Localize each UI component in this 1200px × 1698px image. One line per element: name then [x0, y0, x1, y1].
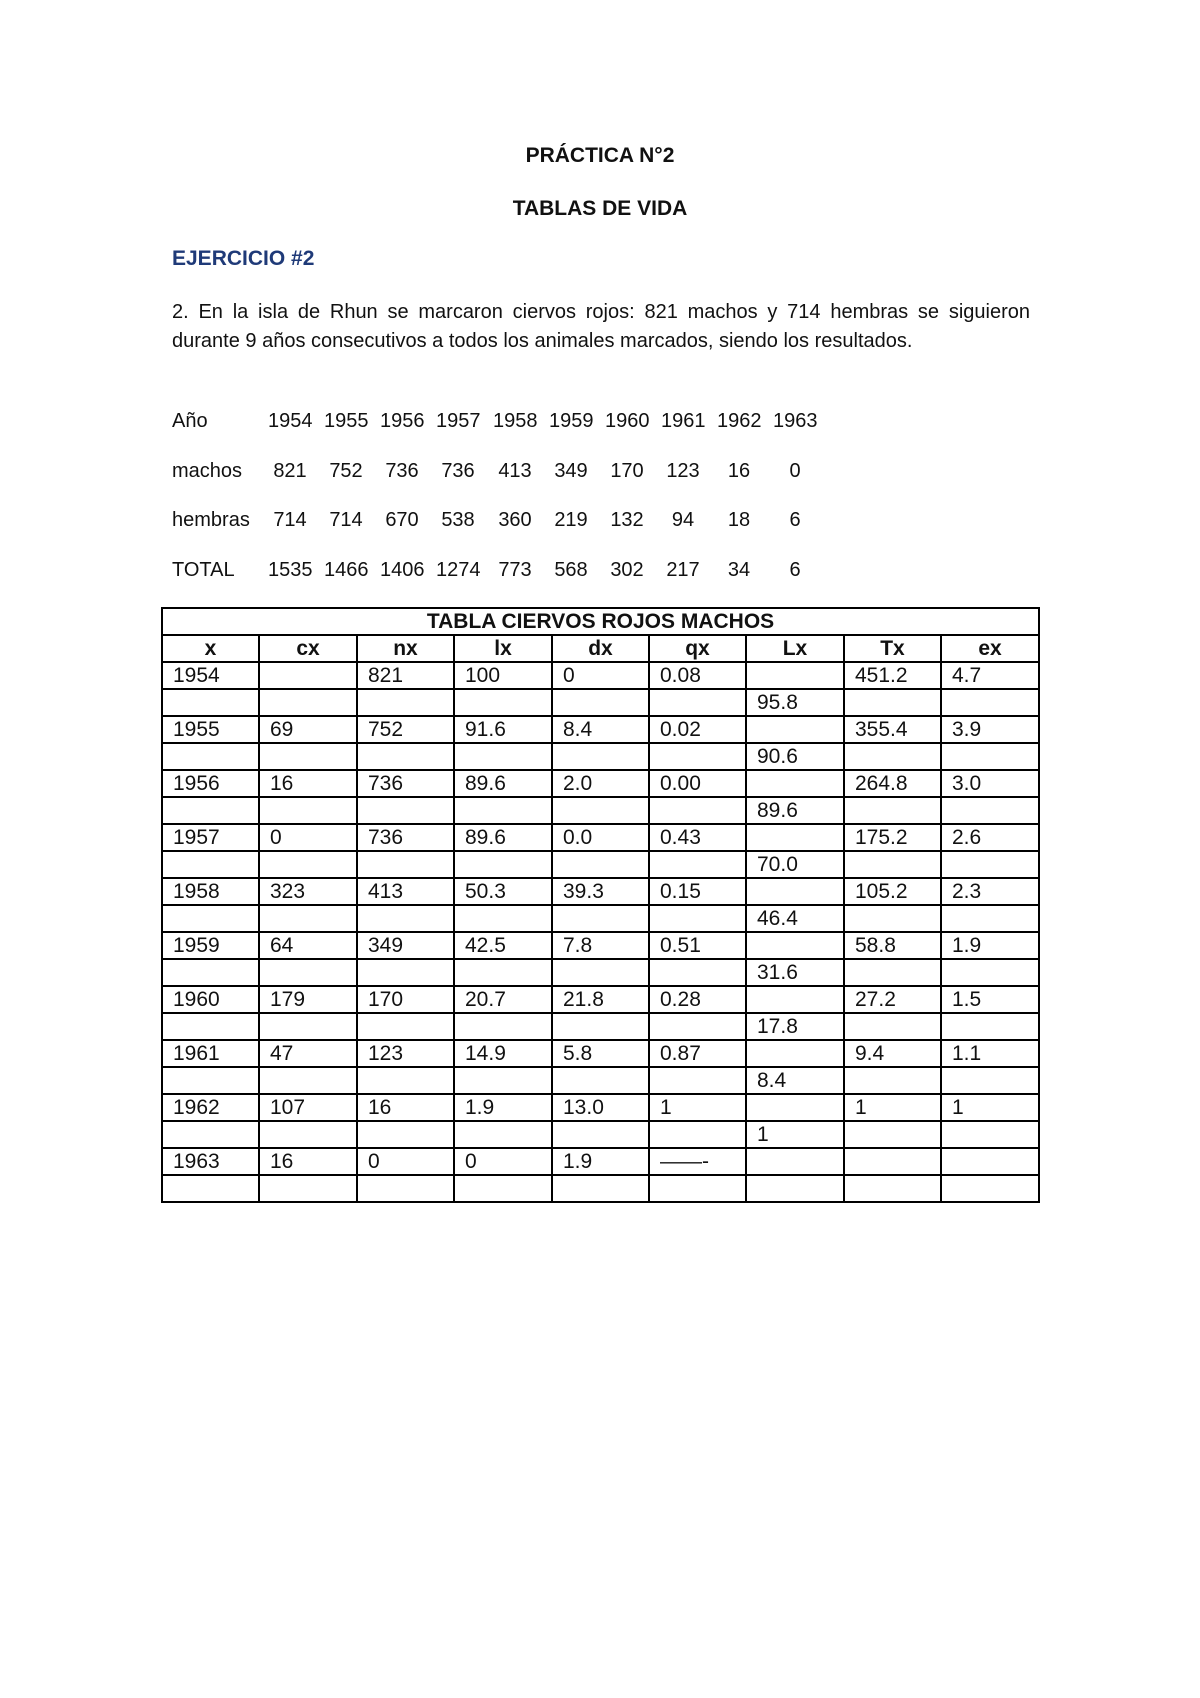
table-cell: 0 [259, 824, 357, 851]
table-row [162, 662, 1039, 689]
table-cell [454, 1013, 552, 1040]
table-cell: 0 [357, 1148, 454, 1175]
column-header-x: x [162, 635, 259, 662]
table-cell: 413 [357, 878, 454, 905]
table-cell [552, 689, 649, 716]
table-cell: 1 [844, 1094, 941, 1121]
table-cell: 89.6 [746, 797, 844, 824]
table-row [162, 986, 1039, 1013]
table-cell [259, 1013, 357, 1040]
table-cell: 91.6 [454, 716, 552, 743]
exercise-heading: EJERCICIO #2 [172, 247, 315, 270]
data-value: 1466 [324, 559, 369, 581]
table-cell [941, 1121, 1039, 1148]
table-cell: 0.28 [649, 986, 746, 1013]
table-cell: 17.8 [746, 1013, 844, 1040]
table-row [162, 1067, 1039, 1094]
table-cell: 46.4 [746, 905, 844, 932]
table-cell [552, 959, 649, 986]
table-cell [454, 689, 552, 716]
table-cell [746, 1175, 844, 1202]
table-cell [454, 1067, 552, 1094]
table-cell [844, 959, 941, 986]
table-cell: 0.00 [649, 770, 746, 797]
table-cell: 349 [357, 932, 454, 959]
column-header-qx: qx [649, 635, 746, 662]
column-header-cx: cx [259, 635, 357, 662]
table-cell: 89.6 [454, 770, 552, 797]
table-cell [941, 959, 1039, 986]
column-header-tx: Tx [844, 635, 941, 662]
table-cell: 7.8 [552, 932, 649, 959]
table-cell: 175.2 [844, 824, 941, 851]
data-value: 34 [727, 559, 751, 581]
table-row [162, 1013, 1039, 1040]
table-cell [746, 986, 844, 1013]
data-value: 170 [610, 460, 644, 482]
table-cell [162, 797, 259, 824]
table-cell [649, 689, 746, 716]
table-cell: 752 [357, 716, 454, 743]
data-value: 736 [441, 460, 475, 482]
table-cell [259, 689, 357, 716]
table-cell [844, 1067, 941, 1094]
table-cell [844, 797, 941, 824]
data-value: 821 [273, 460, 307, 482]
table-cell [746, 824, 844, 851]
table-cell [454, 959, 552, 986]
table-cell [941, 1148, 1039, 1175]
table-cell: 0 [552, 662, 649, 689]
table-cell: 100 [454, 662, 552, 689]
table-cell [552, 1175, 649, 1202]
table-cell: 0.51 [649, 932, 746, 959]
data-value: 360 [498, 509, 532, 531]
table-cell [746, 662, 844, 689]
table-cell [552, 851, 649, 878]
data-value: 1963 [773, 410, 818, 432]
data-value: 1274 [436, 559, 481, 581]
data-row-label: Año [172, 410, 208, 432]
table-cell: 2.6 [941, 824, 1039, 851]
table-row [162, 1040, 1039, 1067]
table-cell [454, 905, 552, 932]
table-cell: 64 [259, 932, 357, 959]
table-cell: ——- [649, 1148, 746, 1175]
table-cell: 58.8 [844, 932, 941, 959]
data-row-label: hembras [172, 509, 250, 531]
table-row [162, 905, 1039, 932]
table-cell: 0.15 [649, 878, 746, 905]
table-cell [454, 797, 552, 824]
table-cell: 1 [649, 1094, 746, 1121]
table-cell [941, 905, 1039, 932]
table-cell [746, 716, 844, 743]
table-cell [941, 1067, 1039, 1094]
table-cell: 1956 [162, 770, 259, 797]
table-cell [259, 743, 357, 770]
table-cell [357, 851, 454, 878]
table-cell: 8.4 [552, 716, 649, 743]
table-cell [357, 1013, 454, 1040]
table-cell [357, 797, 454, 824]
table-cell: 13.0 [552, 1094, 649, 1121]
table-cell: 0.0 [552, 824, 649, 851]
table-cell: 1957 [162, 824, 259, 851]
table-row [162, 716, 1039, 743]
table-cell [454, 1175, 552, 1202]
table-cell [941, 797, 1039, 824]
table-cell [259, 662, 357, 689]
table-row [162, 851, 1039, 878]
table-cell [259, 905, 357, 932]
data-value: 349 [554, 460, 588, 482]
table-row [162, 770, 1039, 797]
table-cell [844, 1148, 941, 1175]
table-cell [552, 1067, 649, 1094]
table-cell [162, 851, 259, 878]
table-cell: 1 [941, 1094, 1039, 1121]
page-subtitle: TABLAS DE VIDA [512, 197, 688, 220]
data-value: 568 [554, 559, 588, 581]
data-value: 18 [727, 509, 751, 531]
table-cell [162, 959, 259, 986]
table-cell: 1961 [162, 1040, 259, 1067]
data-value: 123 [666, 460, 700, 482]
table-cell: 0.08 [649, 662, 746, 689]
table-cell [259, 1175, 357, 1202]
table-cell [746, 1094, 844, 1121]
table-cell: 736 [357, 770, 454, 797]
exercise-statement: 2. En la isla de Rhun se marcaron ciervos rojos: 821 machos y 714 hembras se siguieron durante 9 años consecutivos a todos los animales marcados, siendo los resultados. [172, 301, 1030, 352]
table-cell: 170 [357, 986, 454, 1013]
data-value: 219 [554, 509, 588, 531]
table-cell [162, 905, 259, 932]
table-cell [941, 743, 1039, 770]
table-cell: 323 [259, 878, 357, 905]
table-cell: 1.5 [941, 986, 1039, 1013]
data-value: 1956 [380, 410, 425, 432]
table-cell: 20.7 [454, 986, 552, 1013]
table-cell [162, 1013, 259, 1040]
table-cell [941, 1013, 1039, 1040]
table-cell: 1 [746, 1121, 844, 1148]
table-cell [454, 1121, 552, 1148]
table-cell: 50.3 [454, 878, 552, 905]
data-value: 217 [666, 559, 700, 581]
data-value: 752 [329, 460, 363, 482]
table-cell: 16 [259, 1148, 357, 1175]
table-row [162, 1121, 1039, 1148]
table-cell: 14.9 [454, 1040, 552, 1067]
table-cell [357, 959, 454, 986]
table-row [162, 1175, 1039, 1202]
table-cell [649, 743, 746, 770]
table-cell: 1.9 [941, 932, 1039, 959]
table-cell [941, 1175, 1039, 1202]
table-cell [649, 1067, 746, 1094]
table-row [162, 1094, 1039, 1121]
table-cell: 8.4 [746, 1067, 844, 1094]
table-cell: 1.1 [941, 1040, 1039, 1067]
table-cell [357, 1121, 454, 1148]
table-row [162, 1148, 1039, 1175]
data-value: 6 [789, 509, 801, 531]
table-cell: 27.2 [844, 986, 941, 1013]
table-cell: 1963 [162, 1148, 259, 1175]
table-cell: 16 [259, 770, 357, 797]
table-cell: 90.6 [746, 743, 844, 770]
data-value: 6 [789, 559, 801, 581]
data-value: 1958 [493, 410, 538, 432]
table-cell: 821 [357, 662, 454, 689]
table-cell [746, 1148, 844, 1175]
data-value: 16 [727, 460, 751, 482]
table-cell [844, 1175, 941, 1202]
data-value: 132 [610, 509, 644, 531]
data-value: 1535 [268, 559, 313, 581]
table-cell [552, 797, 649, 824]
table-cell: 2.3 [941, 878, 1039, 905]
table-cell: 1955 [162, 716, 259, 743]
table-row [162, 824, 1039, 851]
table-cell: 1960 [162, 986, 259, 1013]
table-cell [844, 851, 941, 878]
table-cell [844, 1013, 941, 1040]
table-cell: 1959 [162, 932, 259, 959]
table-cell: 16 [357, 1094, 454, 1121]
data-value: 736 [385, 460, 419, 482]
table-cell: 2.0 [552, 770, 649, 797]
table-cell [552, 1121, 649, 1148]
table-cell: 95.8 [746, 689, 844, 716]
table-row [162, 959, 1039, 986]
table-row [162, 878, 1039, 905]
table-cell: 21.8 [552, 986, 649, 1013]
table-cell: 89.6 [454, 824, 552, 851]
table-cell [649, 1013, 746, 1040]
data-value: 714 [329, 509, 363, 531]
table-cell [746, 770, 844, 797]
table-cell [259, 851, 357, 878]
table-cell: 0.87 [649, 1040, 746, 1067]
data-value: 1962 [717, 410, 762, 432]
data-value: 773 [498, 559, 532, 581]
column-header-nx: nx [357, 635, 454, 662]
table-caption: TABLA CIERVOS ROJOS MACHOS [162, 608, 1039, 635]
data-value: 714 [273, 509, 307, 531]
data-value: 1959 [549, 410, 594, 432]
table-cell [649, 1121, 746, 1148]
data-value: 1957 [436, 410, 481, 432]
data-row-label: TOTAL [172, 559, 235, 581]
table-row [162, 689, 1039, 716]
table-cell [454, 851, 552, 878]
column-header-lx: lx [454, 635, 552, 662]
table-cell [844, 905, 941, 932]
table-cell [941, 689, 1039, 716]
table-cell: 9.4 [844, 1040, 941, 1067]
table-row [162, 932, 1039, 959]
table-cell [259, 797, 357, 824]
data-value: 538 [441, 509, 475, 531]
table-cell [162, 689, 259, 716]
table-cell [552, 1013, 649, 1040]
table-cell: 1958 [162, 878, 259, 905]
data-value: 94 [671, 509, 695, 531]
table-row [162, 797, 1039, 824]
table-cell: 451.2 [844, 662, 941, 689]
data-value: 413 [498, 460, 532, 482]
data-value: 1406 [380, 559, 425, 581]
table-cell [649, 905, 746, 932]
table-cell: 736 [357, 824, 454, 851]
table-cell: 1962 [162, 1094, 259, 1121]
table-cell: 42.5 [454, 932, 552, 959]
table-cell [259, 1067, 357, 1094]
table-cell: 70.0 [746, 851, 844, 878]
table-row [162, 743, 1039, 770]
page-title: PRÁCTICA N°2 [525, 144, 675, 167]
table-cell [162, 1067, 259, 1094]
column-header-lx: Lx [746, 635, 844, 662]
table-cell [552, 905, 649, 932]
table-cell: 107 [259, 1094, 357, 1121]
table-cell [162, 743, 259, 770]
table-cell: 0 [454, 1148, 552, 1175]
table-cell: 3.0 [941, 770, 1039, 797]
table-cell [357, 1067, 454, 1094]
table-cell: 39.3 [552, 878, 649, 905]
table-cell: 0.02 [649, 716, 746, 743]
table-cell: 69 [259, 716, 357, 743]
table-cell [746, 932, 844, 959]
table-cell: 4.7 [941, 662, 1039, 689]
table-cell [357, 743, 454, 770]
table-cell [746, 878, 844, 905]
life-table [161, 607, 1040, 1203]
data-value: 1954 [268, 410, 313, 432]
data-value: 1955 [324, 410, 369, 432]
table-cell [844, 1121, 941, 1148]
data-value: 1961 [661, 410, 706, 432]
table-cell [259, 959, 357, 986]
table-cell [746, 1040, 844, 1067]
table-cell [357, 1175, 454, 1202]
table-cell [259, 1121, 357, 1148]
table-header-row [162, 635, 1039, 662]
table-cell: 1.9 [454, 1094, 552, 1121]
table-cell [649, 1175, 746, 1202]
table-cell: 123 [357, 1040, 454, 1067]
data-row-label: machos [172, 460, 243, 482]
table-caption-row [162, 608, 1039, 635]
table-cell: 1954 [162, 662, 259, 689]
table-cell [844, 689, 941, 716]
table-cell [649, 851, 746, 878]
table-cell: 105.2 [844, 878, 941, 905]
table-cell: 179 [259, 986, 357, 1013]
table-cell: 5.8 [552, 1040, 649, 1067]
table-cell: 3.9 [941, 716, 1039, 743]
data-value: 1960 [605, 410, 650, 432]
data-value: 302 [610, 559, 644, 581]
table-cell [357, 905, 454, 932]
table-cell [649, 959, 746, 986]
table-cell [162, 1175, 259, 1202]
table-cell: 0.43 [649, 824, 746, 851]
table-cell: 47 [259, 1040, 357, 1067]
table-body [162, 662, 1039, 1202]
column-header-ex: ex [941, 635, 1039, 662]
table-cell [162, 1121, 259, 1148]
data-value: 0 [789, 460, 801, 482]
table-cell [552, 743, 649, 770]
column-header-dx: dx [552, 635, 649, 662]
table-cell: 31.6 [746, 959, 844, 986]
table-cell [844, 743, 941, 770]
table-cell: 355.4 [844, 716, 941, 743]
data-value: 670 [385, 509, 419, 531]
table-cell: 1.9 [552, 1148, 649, 1175]
table-cell [649, 797, 746, 824]
table-cell: 264.8 [844, 770, 941, 797]
table-cell [941, 851, 1039, 878]
table-cell [454, 743, 552, 770]
table-cell [357, 689, 454, 716]
